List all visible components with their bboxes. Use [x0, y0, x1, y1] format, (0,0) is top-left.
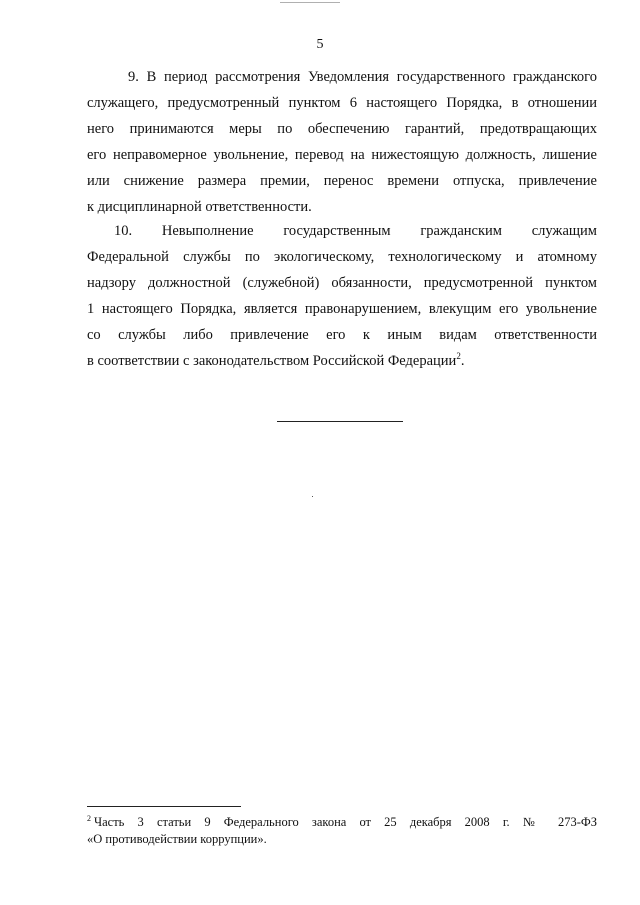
paragraph-10-line: Федеральной службы по экологическому, технологическому и атомному — [87, 249, 597, 265]
scan-artifact-line — [280, 2, 340, 3]
paragraph-9-line: него принимаются меры по обеспечению гарантий, предотвращающих — [87, 121, 597, 137]
paragraph-9-line: его неправомерное увольнение, перевод на нижестоящую должность, лишение — [87, 147, 597, 163]
paragraph-9-line: 9. В период рассмотрения Уведомления государственного гражданского — [128, 69, 597, 85]
footnote-marker: 2 — [87, 813, 91, 823]
section-separator — [277, 421, 403, 422]
scan-speck — [312, 496, 313, 497]
paragraph-10-last-line — [87, 348, 597, 374]
footnote-divider — [87, 806, 241, 807]
footnote-reference: 2 — [456, 351, 461, 362]
paragraph-10-line: 10. Невыполнение государственным гражданским служащим — [114, 223, 597, 239]
paragraph-10-line: со службы либо привлечение его к иным видам ответственности — [87, 327, 597, 343]
paragraph-9-line: к дисциплинарной ответственности. — [87, 199, 312, 215]
paragraph-10-line: 1 настоящего Порядка, является правонарушением, влекущим его увольнение — [87, 301, 597, 317]
paragraph-10-line-text: в соответствии с законодательством Российской Федерации — [87, 353, 457, 369]
paragraph-10-line: надзору должностной (служебной) обязанности, предусмотренной пунктом — [87, 275, 597, 291]
paragraph-9-line: или снижение размера премии, перенос времени отпуска, привлечение — [87, 173, 597, 189]
footnote-line-text: Часть 3 статьи 9 Федерального закона от 25 декабря 2008 г. № 273-ФЗ — [94, 815, 597, 829]
paragraph-9 — [87, 64, 597, 220]
paragraph-9-line: служащего, предусмотренный пунктом 6 настоящего Порядка, в отношении — [87, 95, 597, 111]
paragraph-10 — [87, 218, 597, 374]
paragraph-10-end-punct: . — [460, 353, 465, 369]
footnote — [87, 814, 597, 848]
page-number: 5 — [316, 37, 324, 52]
footnote-line — [87, 814, 597, 831]
footnote-line: «О противодействии коррупции». — [87, 832, 267, 846]
